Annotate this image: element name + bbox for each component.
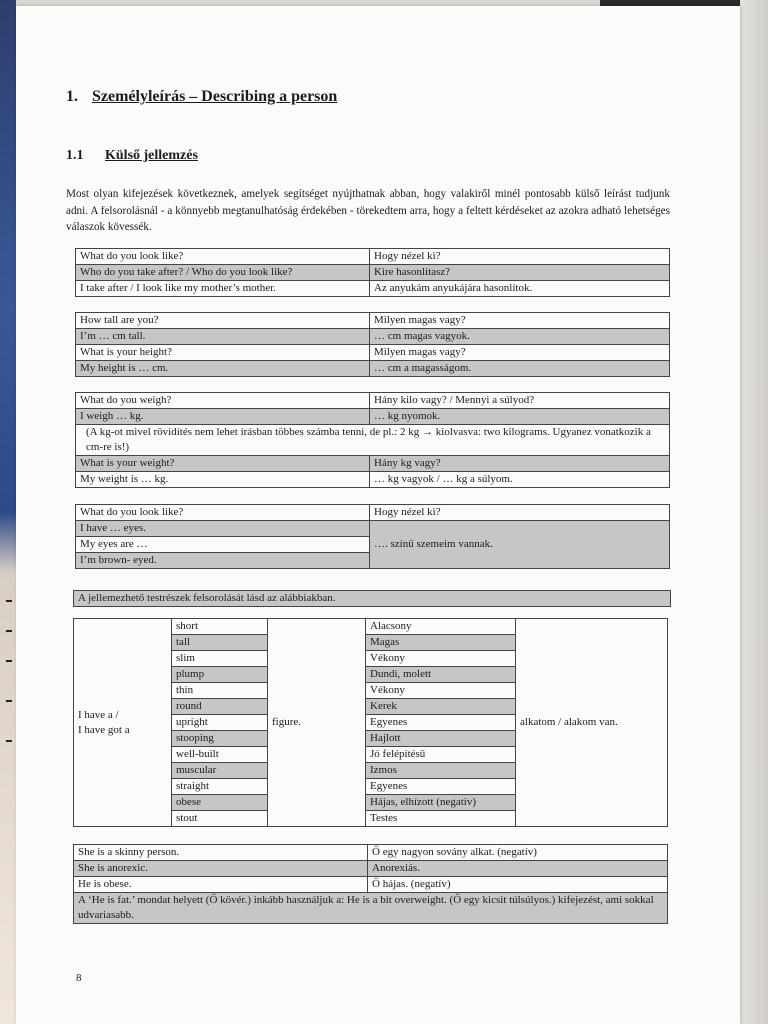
adjective-hu-cell: Magas [366,635,516,651]
hungarian-cell: Ő egy nagyon sovány alkat. (negatív) [368,845,668,861]
english-cell: My eyes are … [76,537,370,553]
table-row [76,281,670,297]
hungarian-cell: Az anyukám anyukájára hasonlítok. [370,281,670,297]
body-parts-note: A jellemezhető testrészek felsorolását lásd az alábbiakban. [73,590,671,607]
table-row [74,845,668,861]
table-row [76,313,670,329]
adjective-en-cell: stooping [172,731,268,747]
english-cell: I have … eyes. [76,521,370,537]
figure-table [73,618,668,827]
adjective-hu-cell: Vékony [366,651,516,667]
adjective-hu-cell: Egyenes [366,779,516,795]
english-cell: My weight is … kg. [76,472,370,488]
chapter-title: Személyleírás – Describing a person [92,88,338,105]
figure-lead-line: I have a / [78,708,119,721]
table-row [76,265,670,281]
adjective-hu-cell: Testes [366,811,516,827]
section-heading [66,148,198,164]
adjective-hu-cell: Izmos [366,763,516,779]
hungarian-cell: … cm a magasságom. [370,361,670,377]
page-right-edge [740,0,768,1024]
hungarian-cell: Ő hájas. (negatív) [368,877,668,893]
english-cell: What do you weigh? [76,393,370,409]
hungarian-cell: Milyen magas vagy? [370,345,670,361]
hungarian-cell: Anorexiás. [368,861,668,877]
table-row [76,456,670,472]
english-cell: What is your weight? [76,456,370,472]
table-row [76,521,670,537]
english-cell: What do you look like? [76,249,370,265]
hungarian-cell: … kg nyomok. [370,409,670,425]
hungarian-cell: …. színű szemeim vannak. [370,521,670,569]
english-cell: I’m brown- eyed. [76,553,370,569]
table-row [76,249,670,265]
table-row [76,361,670,377]
hungarian-cell: Hogy nézel ki? [370,249,670,265]
section-number: 1.1 [66,148,84,163]
adjective-en-cell: slim [172,651,268,667]
table-row [74,861,668,877]
adjective-en-cell: well-built [172,747,268,763]
english-cell: She is a skinny person. [74,845,368,861]
adjective-hu-cell: Dundi, molett [366,667,516,683]
adjective-en-cell: straight [172,779,268,795]
look-like-table [75,248,670,297]
page-number: 8 [76,972,82,984]
english-cell: She is anorexic. [74,861,368,877]
note-cell: (A kg-ot mivel rövidítés nem lehet írásban többes számba tenni, de pl.: 2 kg → kiolvasva: two kilograms. Ugyanez vonatkozik a cm-re is!) [76,425,670,456]
intro-paragraph: Most olyan kifejezések következnek, amelyek segítséget nyújthatnak abban, hogy valakiről minél pontosabb külső leírást tudjunk adni. A felsorolásnál - a könnyebb megtanulhatóság érdekében - törekedtem arra, hogy a feltett kérdéseket az azokra adható lehetséges válaszok kövessék. [66,188,670,233]
english-cell: I take after / I look like my mother’s mother. [76,281,370,297]
english-cell: He is obese. [74,877,368,893]
english-cell: I weigh … kg. [76,409,370,425]
adjective-en-cell: stout [172,811,268,827]
adjective-en-cell: muscular [172,763,268,779]
adjective-hu-cell: Hájas, elhízott (negatív) [366,795,516,811]
english-cell: What do you look like? [76,505,370,521]
height-table [75,312,670,377]
table-row [76,505,670,521]
hungarian-cell: Hogy nézel ki? [370,505,670,521]
table-row [74,877,668,893]
table-row [76,472,670,488]
table-row [76,409,670,425]
book-binding-edge [0,0,16,1024]
figure-lead-line: I have got a [78,723,130,736]
table-row [74,893,668,924]
english-cell: I’m … cm tall. [76,329,370,345]
weight-description-table [73,844,668,924]
hungarian-cell: Hány kg vagy? [370,456,670,472]
chapter-number: 1. [66,88,78,105]
adjective-en-cell: tall [172,635,268,651]
table-row [74,619,668,635]
figure-lead-cell [74,619,172,827]
adjective-hu-cell: Alacsony [366,619,516,635]
hungarian-cell: Kire hasonlítasz? [370,265,670,281]
adjective-hu-cell: Hajlott [366,731,516,747]
table-row [76,393,670,409]
weight-table [75,392,670,488]
section-title: Külső jellemzés [105,148,198,163]
table-row [76,425,670,456]
adjective-hu-cell: Kerek [366,699,516,715]
adjective-en-cell: short [172,619,268,635]
adjective-en-cell: obese [172,795,268,811]
adjective-hu-cell: Jó felépítésű [366,747,516,763]
adjective-en-cell: thin [172,683,268,699]
english-cell: How tall are you? [76,313,370,329]
hungarian-cell: … kg vagyok / … kg a súlyom. [370,472,670,488]
english-cell: What is your height? [76,345,370,361]
english-cell: My height is … cm. [76,361,370,377]
eyes-table [75,504,670,569]
hungarian-cell: Hány kilo vagy? / Mennyi a súlyod? [370,393,670,409]
table-row [76,329,670,345]
adjective-hu-cell: Vékony [366,683,516,699]
table-row [76,345,670,361]
note-cell: A ‘He is fat.’ mondat helyett (Ő kövér.) inkább használjuk a: He is a bit overweight. (Ő egy kicsit túlsúlyos.) kifejezést, ami sokkal udvariasabb. [74,893,668,924]
chapter-heading [66,88,337,106]
adjective-en-cell: plump [172,667,268,683]
adjective-en-cell: upright [172,715,268,731]
figure-word-cell: figure. [268,619,366,827]
english-cell: Who do you take after? / Who do you look like? [76,265,370,281]
adjective-en-cell: round [172,699,268,715]
hungarian-cell: … cm magas vagyok. [370,329,670,345]
figure-tail-cell: alkatom / alakom van. [516,619,668,827]
adjective-hu-cell: Egyenes [366,715,516,731]
hungarian-cell: Milyen magas vagy? [370,313,670,329]
